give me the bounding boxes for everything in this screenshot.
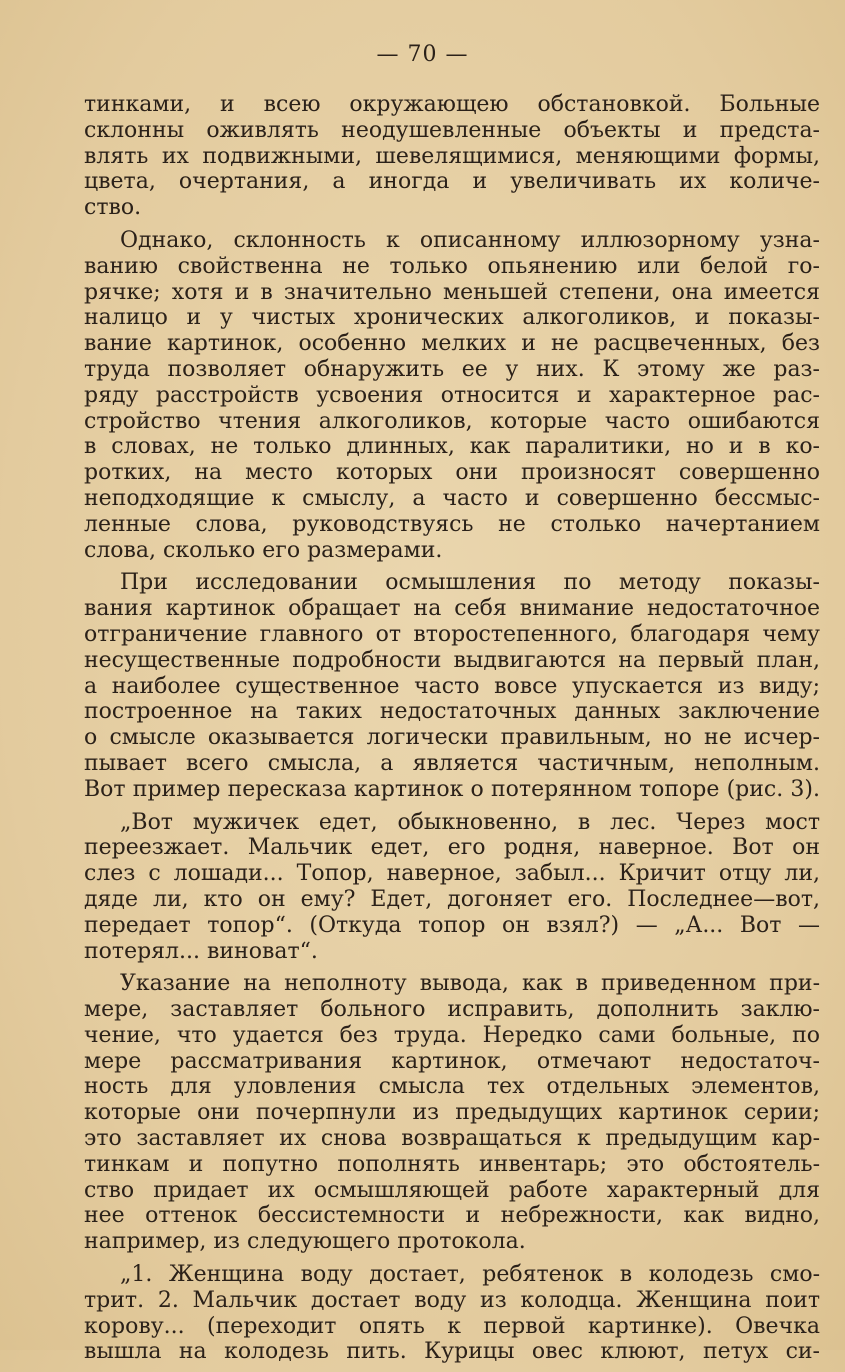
text-line: отграничение главного от второстепенного, благодаря чему xyxy=(84,621,820,647)
text-line: При исследовании осмышления по методу показы- xyxy=(120,570,820,596)
text-line: несущественные подробности выдвигаются на первый план, xyxy=(84,647,820,673)
text-line: чение, что удается без труда. Нередко сами больные, по xyxy=(84,1022,820,1048)
text-line: труда позволяет обнаружить ее у них. К этому же раз- xyxy=(84,356,820,382)
text-line: пывает всего смысла, а является частичным, неполным. xyxy=(84,750,820,776)
text-line: вания картинок обращает на себя внимание недостаточное xyxy=(84,596,820,622)
text-line: в словах, не только длинных, как паралитики, но и в ко- xyxy=(84,434,820,460)
text-line: тинками, и всею окружающею обстановкой. Больные xyxy=(84,92,820,117)
text-line: вышла на колодезь пить. Курицы овес клюют, петух си- xyxy=(84,1339,820,1365)
text-line: тинкам и попутно пополнять инвентарь; это обстоятель- xyxy=(84,1151,820,1177)
text-line: ство придает их осмышляющей работе характерный для xyxy=(84,1177,820,1203)
text-line: передает топор“. (Откуда топор он взял?) — „А... Вот — xyxy=(84,912,820,938)
text-line: склонны оживлять неодушевленные объекты и предста- xyxy=(84,117,820,143)
text-line: влять их подвижными, шевелящимися, меняющими формы, xyxy=(84,143,820,169)
paragraph-2 xyxy=(84,228,820,563)
paragraph-3 xyxy=(84,570,820,802)
text-line: мере, заставляет больного исправить, дополнить заклю- xyxy=(84,997,820,1023)
text-line: слез с лошади... Топор, наверное, забыл... Кричит отцу ли, xyxy=(84,861,820,887)
text-line: это заставляет их снова возвращаться к предыдущим кар- xyxy=(84,1126,820,1152)
text-line: дяде ли, кто он ему? Едет, догоняет его. Последнее—вот, xyxy=(84,886,820,912)
page-number: — 70 — xyxy=(376,42,469,67)
text-line: потерял... виноват“. xyxy=(84,938,318,964)
text-line: цвета, очертания, а иногда и увеличивать их количе- xyxy=(84,169,820,195)
text-line: построенное на таких недостаточных данных заключение xyxy=(84,699,820,725)
text-line: например, из следующего протокола. xyxy=(84,1229,526,1255)
text-line: вание картинок, особенно мелких и не расцвеченных, без xyxy=(84,331,820,357)
text-line: Указание на неполноту вывода, как в приведенном при- xyxy=(120,971,820,997)
text-line: нее оттенок бессистемности и небрежности, как видно, xyxy=(84,1203,820,1229)
text-line: налицо и у чистых хронических алкоголиков, и показы- xyxy=(84,305,820,331)
text-line: „1. Женщина воду достает, ребятенок в колодезь смо- xyxy=(120,1262,820,1288)
text-line: стройство чтения алкоголиков, которые часто ошибаются xyxy=(84,408,820,434)
text-line: ность для уловления смысла тех отдельных элементов, xyxy=(84,1074,820,1100)
text-line: „Вот мужичек едет, обыкновенно, в лес. Через мост xyxy=(120,809,820,835)
text-line: Однако, склонность к описанному иллюзорному узна- xyxy=(120,227,820,253)
text-line: ленные слова, руководствуясь не столько начертанием xyxy=(84,511,820,537)
text-line: мере рассматривания картинок, отмечают недостаточ- xyxy=(84,1048,820,1074)
text-line: рячке; хотя и в значительно меньшей степени, она имеется xyxy=(84,279,820,305)
text-line: а наиболее существенное часто вовсе упускается из виду; xyxy=(84,673,820,699)
text-line: о смысле оказывается логически правильным, но не исчер- xyxy=(84,725,820,751)
text-line: Вот пример пересказа картинок о потерянном топоре (рис. 3). xyxy=(84,776,820,802)
paragraph-5 xyxy=(84,971,820,1255)
text-line: ванию свойственна не только опьянению или белой го- xyxy=(84,253,820,279)
text-line: трит. 2. Мальчик достает воду из колодца. Женщина поит xyxy=(84,1287,820,1313)
text-line: корову... (переходит опять к первой картинке). Овечка xyxy=(84,1313,820,1339)
text-line: переезжает. Мальчик едет, его родня, наверное. Вот он xyxy=(84,835,820,861)
text-line: неподходящие к смыслу, а часто и совершенно бессмыс- xyxy=(84,485,820,511)
text-line: ряду расстройств усвоения относится и характерное рас- xyxy=(84,382,820,408)
paragraph-1 xyxy=(84,92,820,221)
paragraph-4-quote xyxy=(84,810,820,965)
text-line: ротких, на место которых они произносят совершенно xyxy=(84,460,820,486)
text-line: которые они почерпнули из предыдущих картинок серии; xyxy=(84,1100,820,1126)
text-line: слова, сколько его размерами. xyxy=(84,537,443,563)
text-line: ство. xyxy=(84,195,142,221)
body-text xyxy=(84,92,820,1372)
